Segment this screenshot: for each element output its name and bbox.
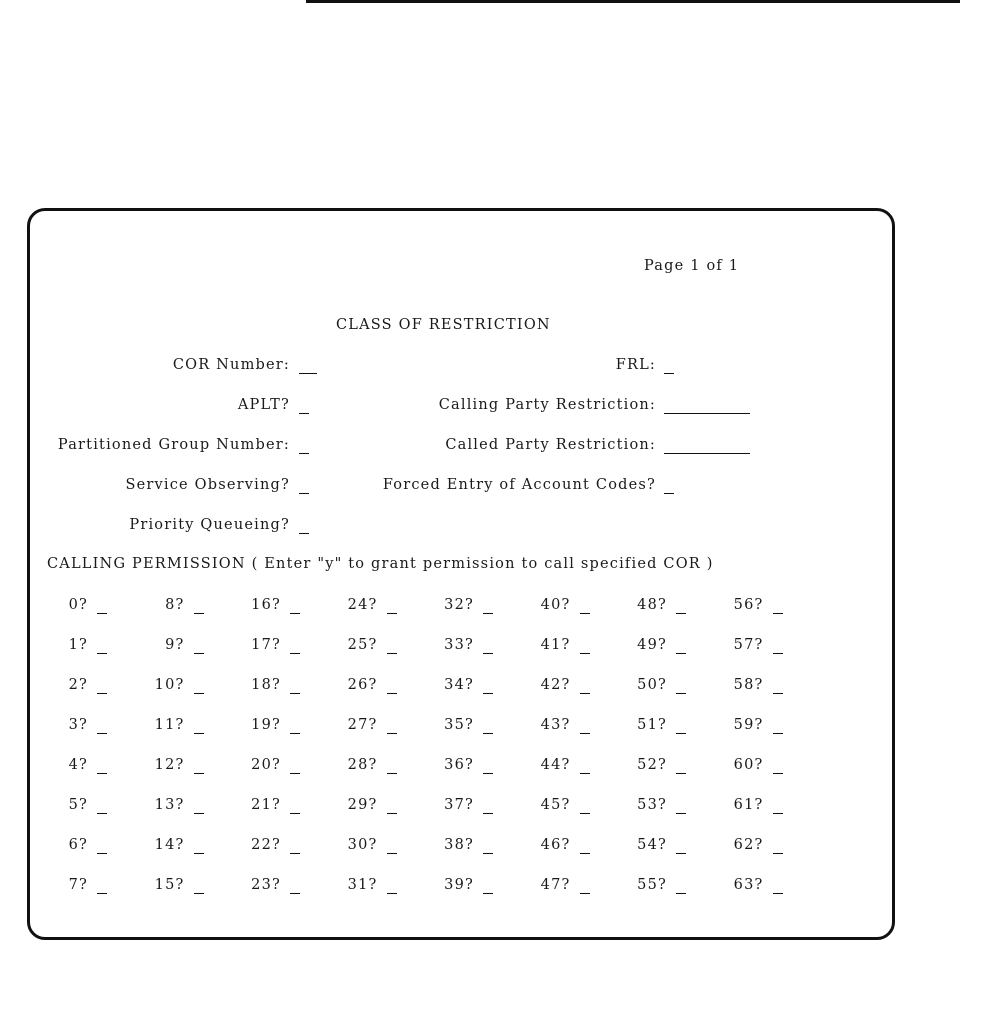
permission-field[interactable] — [387, 813, 397, 814]
permission-field[interactable] — [580, 653, 590, 654]
permission-field[interactable] — [290, 893, 300, 894]
permission-label: 26? — [347, 677, 378, 693]
called-party-restriction-field[interactable] — [664, 453, 750, 454]
permission-label: 57? — [733, 637, 764, 653]
permission-field[interactable] — [387, 613, 397, 614]
permission-label: 54? — [637, 837, 667, 853]
permission-field[interactable] — [290, 733, 300, 734]
permission-field[interactable] — [483, 653, 493, 654]
permission-label: 32? — [444, 597, 474, 613]
permission-field[interactable] — [773, 653, 783, 654]
permission-field[interactable] — [483, 613, 493, 614]
permission-field[interactable] — [676, 613, 686, 614]
permission-label: 46? — [540, 837, 571, 853]
permission-field[interactable] — [676, 733, 686, 734]
permission-label: 55? — [637, 877, 667, 893]
permission-label: 33? — [444, 637, 474, 653]
permission-field[interactable] — [290, 693, 300, 694]
permission-label: 2? — [68, 677, 88, 693]
permission-label: 23? — [251, 877, 281, 893]
calling-permission-heading: CALLING PERMISSION ( Enter "y" to grant permission to call specified COR ) — [47, 556, 714, 572]
top-rule — [306, 0, 960, 3]
permission-label: 37? — [444, 797, 474, 813]
permission-field[interactable] — [676, 693, 686, 694]
permission-field[interactable] — [483, 853, 493, 854]
permission-field[interactable] — [580, 773, 590, 774]
permission-field[interactable] — [773, 733, 783, 734]
permission-field[interactable] — [97, 893, 107, 894]
permission-label: 52? — [637, 757, 667, 773]
permission-field[interactable] — [97, 733, 107, 734]
cor-number-label: COR Number: — [172, 357, 290, 373]
permission-label: 14? — [154, 837, 185, 853]
partitioned-group-number-field[interactable] — [299, 453, 309, 454]
permission-field[interactable] — [194, 653, 204, 654]
permission-field[interactable] — [194, 813, 204, 814]
permission-label: 13? — [154, 797, 185, 813]
permission-field[interactable] — [97, 693, 107, 694]
permission-label: 25? — [347, 637, 378, 653]
permission-field[interactable] — [580, 733, 590, 734]
priority-queueing-label: Priority Queueing? — [129, 517, 290, 533]
permission-label: 15? — [154, 877, 185, 893]
permission-label: 6? — [68, 837, 88, 853]
permission-label: 29? — [347, 797, 378, 813]
permission-field[interactable] — [773, 613, 783, 614]
permission-field[interactable] — [773, 893, 783, 894]
calling-party-restriction-label: Calling Party Restriction: — [438, 397, 656, 413]
forced-entry-account-codes-label: Forced Entry of Account Codes? — [382, 477, 656, 493]
permission-label: 5? — [68, 797, 88, 813]
permission-label: 39? — [444, 877, 474, 893]
permission-label: 53? — [637, 797, 667, 813]
permission-field[interactable] — [483, 813, 493, 814]
permission-label: 9? — [165, 637, 185, 653]
permission-label: 0? — [68, 597, 88, 613]
permission-label: 7? — [68, 877, 88, 893]
permission-label: 24? — [347, 597, 378, 613]
permission-label: 51? — [637, 717, 667, 733]
permission-field[interactable] — [773, 853, 783, 854]
permission-field[interactable] — [676, 773, 686, 774]
permission-label: 36? — [444, 757, 474, 773]
permission-field[interactable] — [97, 853, 107, 854]
permission-field[interactable] — [194, 613, 204, 614]
permission-label: 58? — [733, 677, 764, 693]
permission-label: 27? — [347, 717, 378, 733]
permission-field[interactable] — [580, 693, 590, 694]
permission-label: 11? — [154, 717, 185, 733]
permission-field[interactable] — [483, 773, 493, 774]
permission-label: 35? — [444, 717, 474, 733]
service-observing-label: Service Observing? — [125, 477, 290, 493]
permission-label: 44? — [540, 757, 571, 773]
permission-label: 22? — [251, 837, 281, 853]
permission-field[interactable] — [676, 813, 686, 814]
permission-field[interactable] — [580, 893, 590, 894]
permission-field[interactable] — [773, 773, 783, 774]
permission-field[interactable] — [676, 853, 686, 854]
permission-label: 17? — [251, 637, 281, 653]
permission-label: 41? — [540, 637, 571, 653]
permission-field[interactable] — [290, 773, 300, 774]
permission-label: 10? — [154, 677, 185, 693]
permission-field[interactable] — [483, 693, 493, 694]
permission-label: 42? — [540, 677, 571, 693]
permission-field[interactable] — [194, 693, 204, 694]
permission-field[interactable] — [97, 813, 107, 814]
permission-field[interactable] — [290, 853, 300, 854]
permission-label: 60? — [733, 757, 764, 773]
screen-title: CLASS OF RESTRICTION — [336, 317, 551, 333]
permission-label: 4? — [68, 757, 88, 773]
frl-label: FRL: — [615, 357, 656, 373]
permission-field[interactable] — [387, 853, 397, 854]
permission-field[interactable] — [97, 613, 107, 614]
permission-field[interactable] — [483, 733, 493, 734]
permission-label: 45? — [540, 797, 571, 813]
called-party-restriction-label: Called Party Restriction: — [445, 437, 656, 453]
permission-label: 8? — [165, 597, 185, 613]
permission-label: 19? — [251, 717, 281, 733]
permission-label: 47? — [540, 877, 571, 893]
permission-label: 38? — [444, 837, 474, 853]
permission-label: 16? — [251, 597, 281, 613]
calling-party-restriction-field[interactable] — [664, 413, 750, 414]
permission-field[interactable] — [194, 893, 204, 894]
permission-label: 63? — [733, 877, 764, 893]
permission-label: 34? — [444, 677, 474, 693]
page-indicator: Page 1 of 1 — [644, 258, 740, 274]
permission-field[interactable] — [387, 693, 397, 694]
forced-entry-account-codes-field[interactable] — [664, 493, 674, 494]
permission-field[interactable] — [580, 813, 590, 814]
frl-field[interactable] — [664, 373, 674, 374]
permission-field[interactable] — [676, 653, 686, 654]
permission-field[interactable] — [97, 653, 107, 654]
permission-label: 59? — [733, 717, 764, 733]
permission-label: 40? — [540, 597, 571, 613]
permission-label: 18? — [251, 677, 281, 693]
permission-field[interactable] — [773, 693, 783, 694]
permission-label: 62? — [733, 837, 764, 853]
priority-queueing-field[interactable] — [299, 533, 309, 534]
permission-label: 61? — [733, 797, 764, 813]
permission-label: 21? — [251, 797, 281, 813]
permission-field[interactable] — [676, 893, 686, 894]
permission-label: 28? — [347, 757, 378, 773]
cor-number-field[interactable] — [299, 373, 317, 374]
permission-field[interactable] — [773, 813, 783, 814]
permission-field[interactable] — [387, 653, 397, 654]
permission-field[interactable] — [483, 893, 493, 894]
permission-label: 49? — [637, 637, 667, 653]
permission-label: 20? — [251, 757, 281, 773]
permission-label: 50? — [637, 677, 667, 693]
permission-label: 1? — [68, 637, 88, 653]
permission-field[interactable] — [387, 773, 397, 774]
permission-field[interactable] — [194, 773, 204, 774]
permission-label: 31? — [347, 877, 378, 893]
service-observing-field[interactable] — [299, 493, 309, 494]
permission-field[interactable] — [387, 893, 397, 894]
permission-field[interactable] — [290, 653, 300, 654]
permission-label: 43? — [540, 717, 571, 733]
terminal-screen — [27, 208, 895, 940]
permission-field[interactable] — [580, 853, 590, 854]
permission-field[interactable] — [580, 613, 590, 614]
permission-label: 12? — [154, 757, 185, 773]
permission-field[interactable] — [194, 733, 204, 734]
aplt-label: APLT? — [237, 397, 290, 413]
permission-label: 3? — [68, 717, 88, 733]
permission-label: 56? — [733, 597, 764, 613]
aplt-field[interactable] — [299, 413, 309, 414]
permission-field[interactable] — [290, 613, 300, 614]
permission-field[interactable] — [194, 853, 204, 854]
permission-field[interactable] — [387, 733, 397, 734]
permission-label: 30? — [347, 837, 378, 853]
permission-field[interactable] — [290, 813, 300, 814]
permission-label: 48? — [637, 597, 667, 613]
partitioned-group-number-label: Partitioned Group Number: — [57, 437, 290, 453]
permission-field[interactable] — [97, 773, 107, 774]
